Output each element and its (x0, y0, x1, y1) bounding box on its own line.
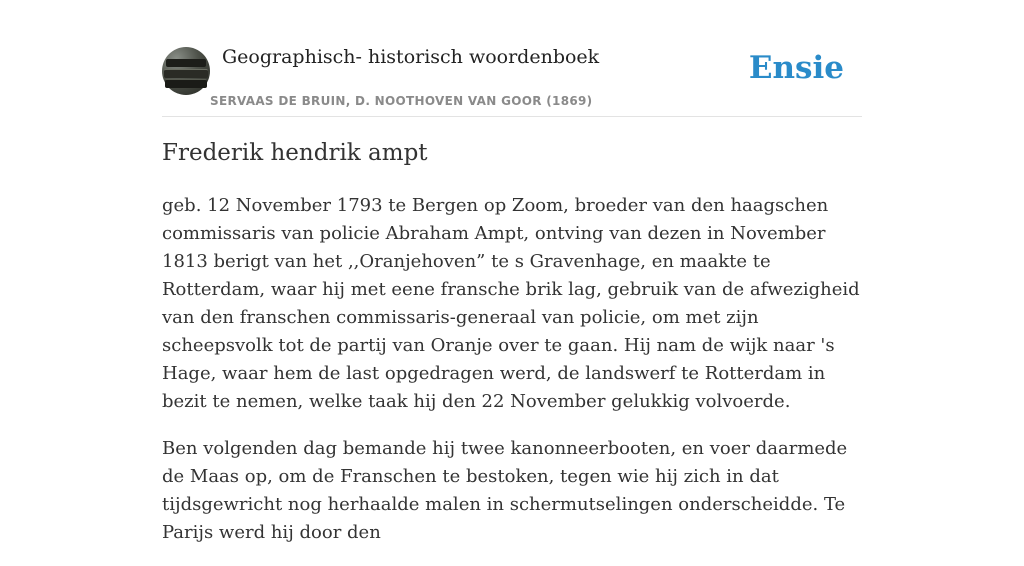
entry-content (162, 192, 862, 566)
book-author: SERVAAS DE BRUIN, D. NOOTHOVEN VAN GOOR (1869) (210, 94, 593, 108)
entry-paragraph-1: geb. 12 November 1793 te Bergen op Zoom, broeder van den haagschen commissaris van policie Abraham Ampt, ontving van dezen in November 1813 berigt van het ,,Oranjehoven” te s Gravenhage, en maakte te Rotterdam, waar hij met eene fransche brik lag, gebruik van de afwezigheid van den franschen commissaris-generaal van policie, om met zijn scheepsvolk tot de partij van Oranje over te gaan. Hij nam de wijk naar 's Hage, waar hem de last opgedragen werd, de landswerf te Rotterdam in bezit te nemen, welke taak hij den 22 November gelukkig volvoerde. (162, 195, 860, 412)
book-cover-avatar[interactable] (162, 47, 210, 95)
entry-paragraph-2: Ben volgenden dag bemande hij twee kanonneerbooten, en voer daarmede de Maas op, om de Franschen te bestoken, tegen wie hij zich in dat tijdsgewricht nog herhaalde malen in schermutselingen onderscheidde. Te Parijs werd hij door den (162, 438, 848, 543)
book-header (162, 40, 862, 117)
ensie-logo[interactable]: Ensie (748, 50, 844, 86)
book-title-link[interactable]: Geographisch- historisch woordenboek (222, 46, 600, 68)
entry-title: Frederik hendrik ampt (162, 140, 428, 166)
